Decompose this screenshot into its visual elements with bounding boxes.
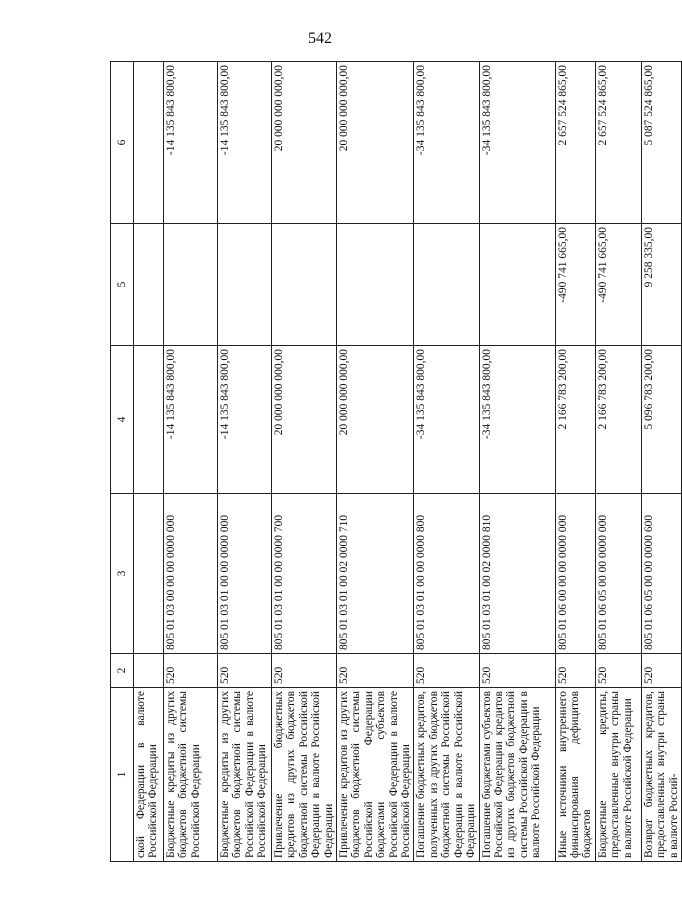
- row-name: Привлечение бюджетных кредитов из других бюджетов бюджетной системы Российской Федерации в валюте Российской Федерации: [272, 688, 337, 862]
- column-header: 2: [111, 654, 134, 688]
- row-value-6: 5 087 524 865,00: [641, 62, 681, 224]
- row-value-5: [134, 224, 164, 346]
- column-header: 1: [111, 688, 134, 862]
- row-kbk: 805 01 03 01 00 00 0000 700: [272, 494, 337, 654]
- row-name: Привлечение кредитов из других бюджетов бюджетной системы Российской Федерации бюджетами субъектов Российской Федерации в валюте Российской Федерации: [337, 688, 414, 862]
- row-kbk: 805 01 03 01 00 00 0000 000: [218, 494, 272, 654]
- row-value-5: [337, 224, 414, 346]
- row-value-6: 20 000 000 000,00: [337, 62, 414, 224]
- row-value-6: -34 135 843 800,00: [414, 62, 479, 224]
- row-code: 520: [218, 654, 272, 688]
- row-value-5: [164, 224, 218, 346]
- row-name: Возврат бюджетных кредитов, предоставленных внутри страны в валюте Россий-: [641, 688, 681, 862]
- table-row: [218, 62, 272, 862]
- row-name: Погашение бюджетных кредитов, полученных из других бюджетов бюджетной системы Российской Федерации в валюте Российской Федерации: [414, 688, 479, 862]
- row-value-4: -14 135 843 800,00: [164, 346, 218, 494]
- budget-sources-table: [110, 61, 682, 862]
- table-row: [595, 62, 641, 862]
- row-kbk: 805 01 03 00 00 00 0000 000: [164, 494, 218, 654]
- table-row: [337, 62, 414, 862]
- row-value-6: 2 657 524 865,00: [595, 62, 641, 224]
- row-value-4: 5 096 783 200,00: [641, 346, 681, 494]
- row-value-4: 2 166 783 200,00: [595, 346, 641, 494]
- row-value-4: 2 166 783 200,00: [555, 346, 595, 494]
- column-header: 4: [111, 346, 134, 494]
- table-row: [164, 62, 218, 862]
- row-value-4: -14 135 843 800,00: [218, 346, 272, 494]
- row-kbk: 805 01 06 00 00 00 0000 000: [555, 494, 595, 654]
- row-value-5: -490 741 665,00: [595, 224, 641, 346]
- row-value-4: -34 135 843 800,00: [479, 346, 555, 494]
- row-value-4: [134, 346, 164, 494]
- page-number: 542: [308, 30, 332, 47]
- table-header-row: [111, 62, 134, 862]
- row-value-5: -490 741 665,00: [555, 224, 595, 346]
- table-row: [479, 62, 555, 862]
- row-kbk: 805 01 06 05 00 00 0000 000: [595, 494, 641, 654]
- row-code: 520: [641, 654, 681, 688]
- row-kbk: [134, 494, 164, 654]
- table-row: [134, 62, 164, 862]
- row-name: Бюджетные кредиты из других бюджетов бюджетной системы Российской Федерации: [164, 688, 218, 862]
- column-header: 6: [111, 62, 134, 224]
- row-name: Бюджетные кредиты из других бюджетов бюджетной системы Российской Федерации в валюте Российской Федерации: [218, 688, 272, 862]
- row-name: Бюджетные кредиты, предоставленные внутри страны в валюте Российской Федерации: [595, 688, 641, 862]
- row-code: [134, 654, 164, 688]
- row-code: 520: [164, 654, 218, 688]
- row-name: Погашение бюджетами субъектов Российской Федерации кредитов из других бюджетов бюджетной системы Российской Федерации в валюте Российской Федерации: [479, 688, 555, 862]
- row-value-6: [134, 62, 164, 224]
- row-name: Иные источники внутреннего финансирования дефицитов бюджетов: [555, 688, 595, 862]
- column-header: 3: [111, 494, 134, 654]
- row-value-4: -34 135 843 800,00: [414, 346, 479, 494]
- row-code: 520: [595, 654, 641, 688]
- table-row: [555, 62, 595, 862]
- row-value-5: [272, 224, 337, 346]
- row-code: 520: [337, 654, 414, 688]
- row-code: 520: [414, 654, 479, 688]
- row-kbk: 805 01 03 01 00 02 0000 810: [479, 494, 555, 654]
- row-value-6: -14 135 843 800,00: [218, 62, 272, 224]
- table-row: [272, 62, 337, 862]
- table-row: [414, 62, 479, 862]
- row-kbk: 805 01 03 01 00 00 0000 800: [414, 494, 479, 654]
- row-value-5: [414, 224, 479, 346]
- row-value-6: -14 135 843 800,00: [164, 62, 218, 224]
- row-value-6: 2 657 524 865,00: [555, 62, 595, 224]
- table-row: [641, 62, 681, 862]
- row-value-4: 20 000 000 000,00: [337, 346, 414, 494]
- row-name: ской Федерации в валюте Российской Федерации: [134, 688, 164, 862]
- row-value-6: -34 135 843 800,00: [479, 62, 555, 224]
- row-code: 520: [479, 654, 555, 688]
- row-value-4: 20 000 000 000,00: [272, 346, 337, 494]
- table-container: [110, 62, 680, 862]
- row-value-5: [218, 224, 272, 346]
- row-code: 520: [555, 654, 595, 688]
- row-kbk: 805 01 06 05 00 00 0000 600: [641, 494, 681, 654]
- row-value-5: [479, 224, 555, 346]
- column-header: 5: [111, 224, 134, 346]
- row-value-5: 9 258 335,00: [641, 224, 681, 346]
- row-kbk: 805 01 03 01 00 02 0000 710: [337, 494, 414, 654]
- row-code: 520: [272, 654, 337, 688]
- row-value-6: 20 000 000 000,00: [272, 62, 337, 224]
